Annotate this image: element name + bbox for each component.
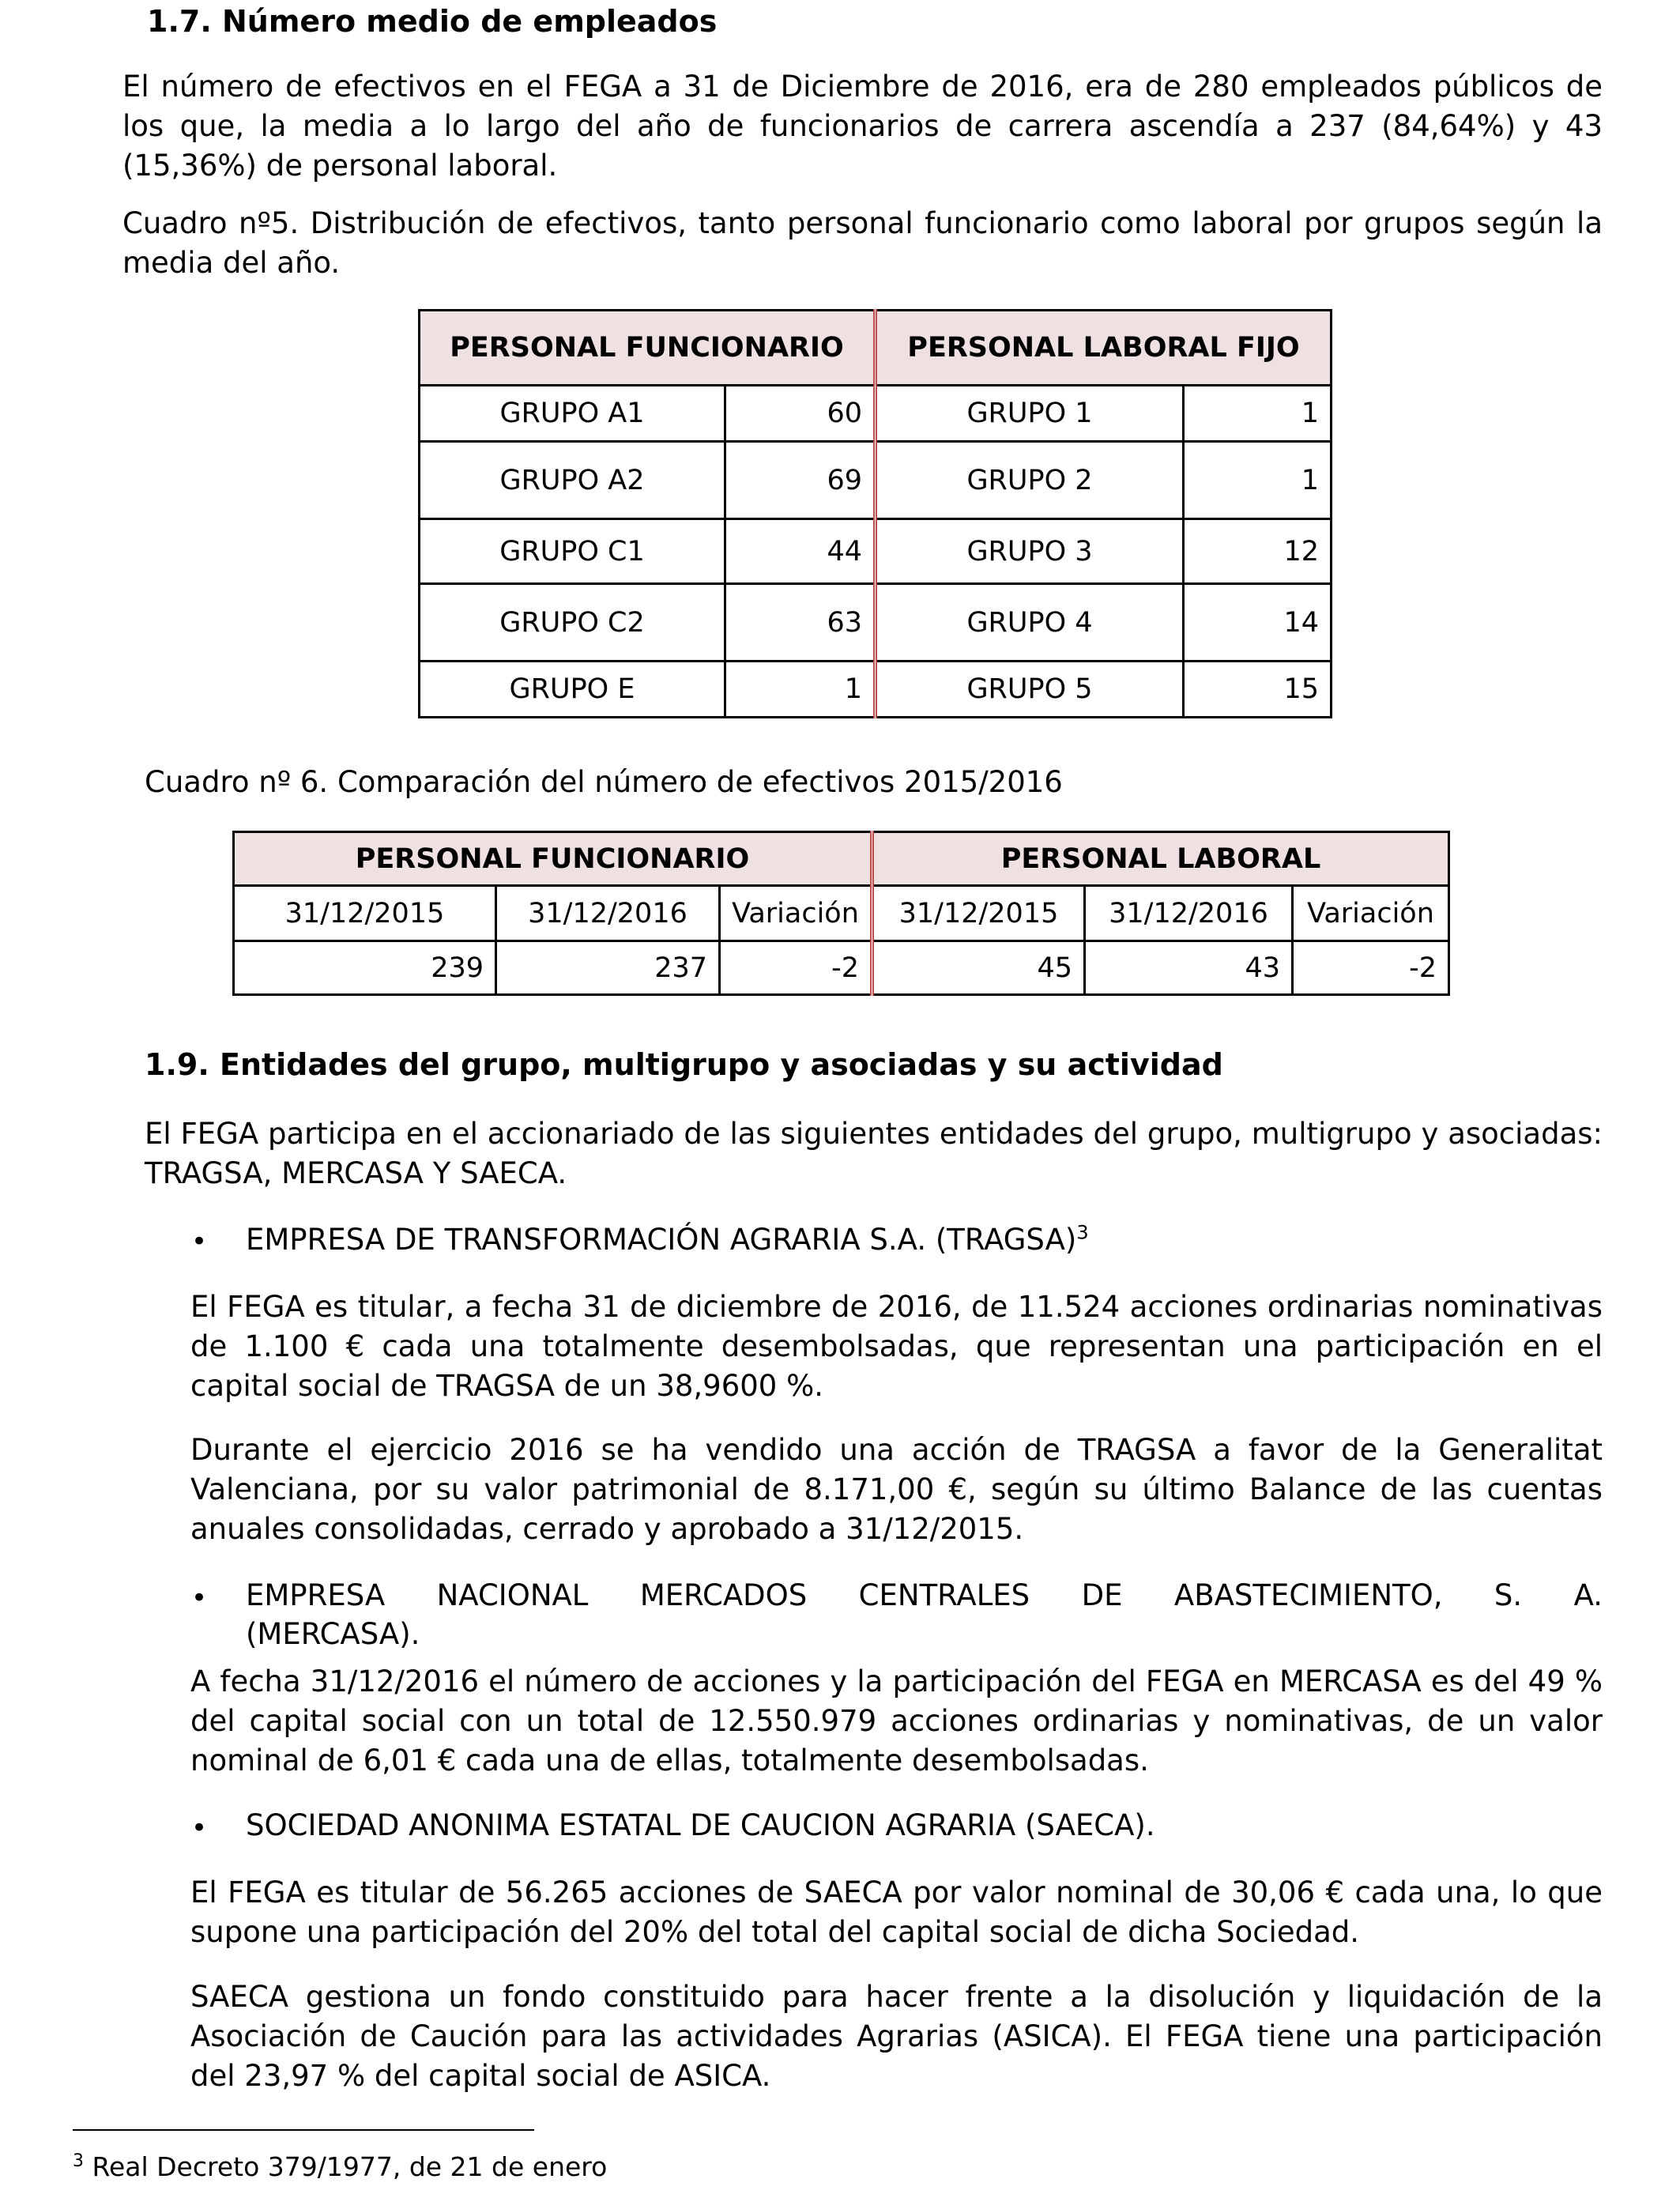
footnote-text: Real Decreto 379/1977, de 21 de enero [92, 2151, 608, 2182]
table6-header-laboral: PERSONAL LABORAL [872, 832, 1449, 886]
table5-cell: 69 [725, 442, 876, 519]
paragraph-tragsa-1: El FEGA es titular, a fecha 31 de diciembre de 2016, de 11.524 acciones ordinarias nominativas de 1.100 € cada una totalmente desembolsadas, que representan una participación en el capital social de TRAGSA de un 38,9600 %. [190, 1290, 1603, 1403]
footnote [73, 2150, 607, 2185]
table-cuadro-6 [232, 831, 1450, 996]
table-row [420, 386, 1332, 442]
table-cuadro-5 [418, 309, 1332, 718]
table5-cell: GRUPO A1 [420, 386, 725, 442]
bullet-saeca: SOCIEDAD ANONIMA ESTATAL DE CAUCION AGRARIA (SAECA). [246, 1808, 1155, 1842]
footnote-ref: 3 [1076, 1221, 1089, 1244]
footnote-separator [73, 2129, 534, 2131]
bullet-tragsa-text: EMPRESA DE TRANSFORMACIÓN AGRARIA S.A. (TRAGSA) [246, 1223, 1077, 1257]
table6-cell: 237 [496, 941, 720, 995]
caption-cuadro-5: Cuadro nº5. Distribución de efectivos, tanto personal funcionario como laboral por grupos según la media del año. [122, 206, 1603, 280]
table5-cell: 14 [1184, 584, 1332, 662]
paragraph-saeca-2: SAECA gestiona un fondo constituido para hacer frente a la disolución y liquidación de la Asociación de Caución para las actividades Agrarias (ASICA). El FEGA tiene una participación del 23,97 % del capital social de ASICA. [190, 1980, 1603, 2093]
table5-cell: GRUPO A2 [420, 442, 725, 519]
table5-header-funcionario: PERSONAL FUNCIONARIO [420, 311, 876, 386]
bullet: • [191, 1582, 208, 1614]
bullet-mercasa-line2: (MERCASA). [246, 1617, 420, 1651]
bullet-mercasa-line1: EMPRESA NACIONAL MERCADOS CENTRALES DE ABASTECIMIENTO, S. A. [246, 1578, 1603, 1612]
table5-cell: 12 [1184, 519, 1332, 584]
paragraph-mercasa: A fecha 31/12/2016 el número de acciones y la participación del FEGA en MERCASA es del 49 % del capital social con un total de 12.550.979 acciones ordinarias y nominativas, de un valor nominal de 6,01 € cada una de ellas, totalmente desembolsadas. [190, 1664, 1603, 1777]
paragraph-intro-entidades: El FEGA participa en el accionariado de las siguientes entidades del grupo, multigrupo y asociadas: TRAGSA, MERCASA Y SAECA. [145, 1117, 1603, 1190]
table6-cell: -2 [720, 941, 872, 995]
table-row [234, 886, 1449, 941]
bullet-tragsa [246, 1220, 1089, 1260]
table6-subheader: 31/12/2015 [872, 886, 1085, 941]
bullet: • [191, 1812, 208, 1844]
table5-cell: GRUPO C1 [420, 519, 725, 584]
table-row [234, 941, 1449, 995]
table6-subheader: Variación [720, 886, 872, 941]
section-heading-1-7: 1.7. Número medio de empleados [147, 4, 718, 39]
table6-cell: 43 [1085, 941, 1293, 995]
table6-cell: 45 [872, 941, 1085, 995]
table5-cell: GRUPO 5 [876, 662, 1184, 718]
table5-cell: 60 [725, 386, 876, 442]
table5-cell: GRUPO E [420, 662, 725, 718]
table6-header-funcionario: PERSONAL FUNCIONARIO [234, 832, 872, 886]
paragraph-saeca-1: El FEGA es titular de 56.265 acciones de SAECA por valor nominal de 30,06 € cada una, lo que supone una participación del 20% del total del capital social de dicha Sociedad. [190, 1875, 1603, 1949]
table-row [420, 519, 1332, 584]
table6-subheader: 31/12/2015 [234, 886, 496, 941]
table5-cell: 44 [725, 519, 876, 584]
table5-header-laboral: PERSONAL LABORAL FIJO [876, 311, 1332, 386]
paragraph-tragsa-2: Durante el ejercicio 2016 se ha vendido una acción de TRAGSA a favor de la Generalitat Valenciana, por su valor patrimonial de 8.171,00 €, según su último Balance de las cuentas anuales consolidadas, cerrado y aprobado a 31/12/2015. [190, 1433, 1603, 1546]
table-row [420, 584, 1332, 662]
table5-cell: 1 [725, 662, 876, 718]
footnote-number: 3 [73, 2151, 84, 2171]
table6-cell: 239 [234, 941, 496, 995]
bullet: • [191, 1226, 208, 1257]
table6-subheader: 31/12/2016 [496, 886, 720, 941]
caption-cuadro-6: Cuadro nº 6. Comparación del número de efectivos 2015/2016 [145, 765, 1063, 799]
table5-cell: 1 [1184, 386, 1332, 442]
table5-cell: 1 [1184, 442, 1332, 519]
table5-cell: 63 [725, 584, 876, 662]
table6-subheader: Variación [1293, 886, 1449, 941]
table5-cell: GRUPO 4 [876, 584, 1184, 662]
table5-cell: 15 [1184, 662, 1332, 718]
table5-cell: GRUPO C2 [420, 584, 725, 662]
table-row [420, 662, 1332, 718]
table5-cell: GRUPO 3 [876, 519, 1184, 584]
table5-cell: GRUPO 1 [876, 386, 1184, 442]
table-row [420, 442, 1332, 519]
table6-subheader: 31/12/2016 [1085, 886, 1293, 941]
table6-cell: -2 [1293, 941, 1449, 995]
section-heading-1-9: 1.9. Entidades del grupo, multigrupo y asociadas y su actividad [145, 1047, 1223, 1082]
table5-cell: GRUPO 2 [876, 442, 1184, 519]
paragraph-empleados: El número de efectivos en el FEGA a 31 de Diciembre de 2016, era de 280 empleados públicos de los que, la media a lo largo del año de funcionarios de carrera ascendía a 237 (84,64%) y 43 (15,36%) de personal laboral. [122, 70, 1603, 183]
